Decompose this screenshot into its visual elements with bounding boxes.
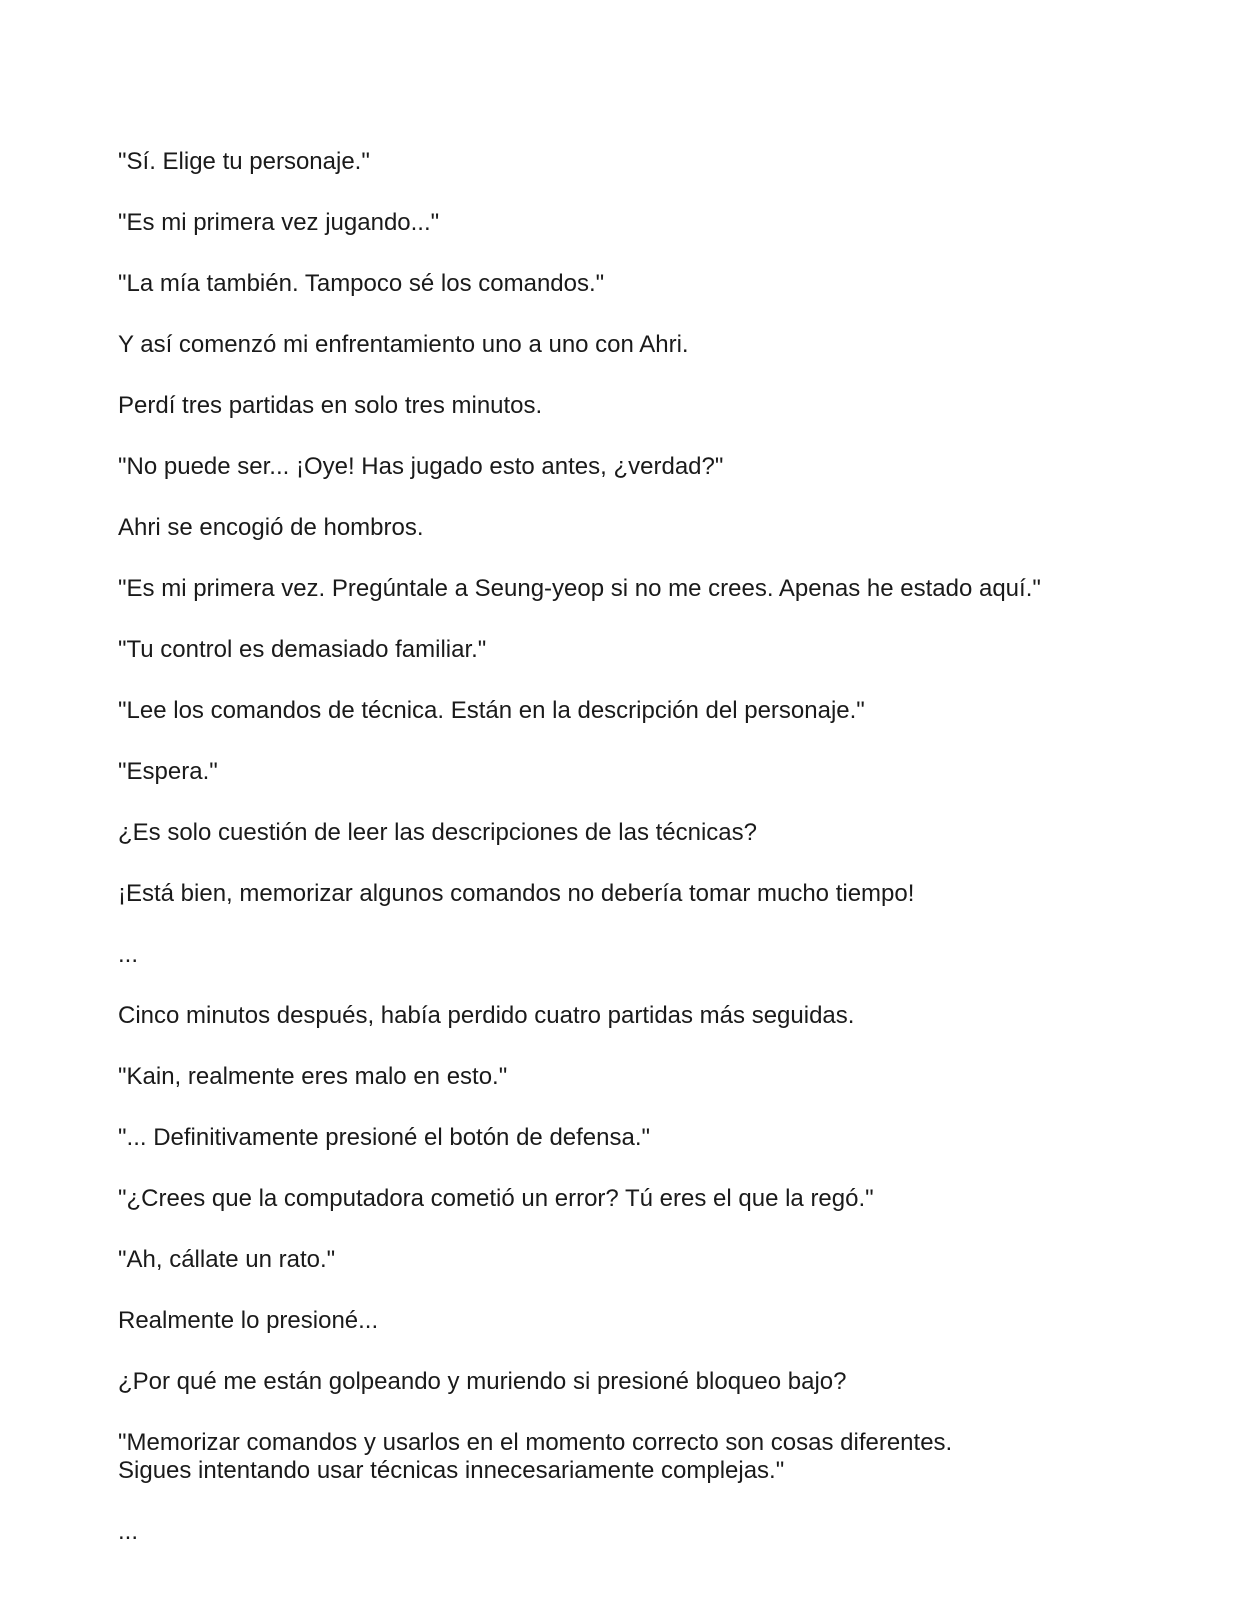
paragraph: "Lee los comandos de técnica. Están en la descripción del personaje." bbox=[118, 697, 865, 724]
paragraph: "Espera." bbox=[118, 758, 218, 785]
paragraph: "Sí. Elige tu personaje." bbox=[118, 148, 370, 175]
paragraph: ... bbox=[118, 941, 139, 968]
paragraph: "Es mi primera vez. Pregúntale a Seung-yeop si no me crees. Apenas he estado aquí." bbox=[118, 575, 1041, 602]
paragraph: "La mía también. Tampoco sé los comandos." bbox=[118, 270, 605, 297]
paragraph: "Ah, cállate un rato." bbox=[118, 1246, 336, 1273]
paragraph: ¿Es solo cuestión de leer las descripciones de las técnicas? bbox=[118, 819, 757, 846]
paragraph: Cinco minutos después, había perdido cuatro partidas más seguidas. bbox=[118, 1002, 855, 1029]
paragraph: Ahri se encogió de hombros. bbox=[118, 514, 424, 541]
paragraph: "Tu control es demasiado familiar." bbox=[118, 636, 487, 663]
paragraph: "... Definitivamente presioné el botón de defensa." bbox=[118, 1124, 651, 1151]
paragraph: "Memorizar comandos y usarlos en el momento correcto son cosas diferentes. Sigues intentando usar técnicas innecesariamente complejas." bbox=[118, 1429, 953, 1484]
paragraph: "Kain, realmente eres malo en esto." bbox=[118, 1063, 508, 1090]
paragraph: Realmente lo presioné... bbox=[118, 1307, 379, 1334]
paragraph: Perdí tres partidas en solo tres minutos. bbox=[118, 392, 543, 419]
paragraph: "¿Crees que la computadora cometió un error? Tú eres el que la regó." bbox=[118, 1185, 874, 1212]
paragraph: Y así comenzó mi enfrentamiento uno a uno con Ahri. bbox=[118, 331, 689, 358]
paragraph: ... bbox=[118, 1518, 139, 1545]
paragraph: ¡Está bien, memorizar algunos comandos no debería tomar mucho tiempo! bbox=[118, 880, 915, 907]
paragraph: "No puede ser... ¡Oye! Has jugado esto antes, ¿verdad?" bbox=[118, 453, 724, 480]
paragraph: "Es mi primera vez jugando..." bbox=[118, 209, 440, 236]
document-body bbox=[118, 148, 1098, 1579]
paragraph: ¿Por qué me están golpeando y muriendo si presioné bloqueo bajo? bbox=[118, 1368, 847, 1395]
